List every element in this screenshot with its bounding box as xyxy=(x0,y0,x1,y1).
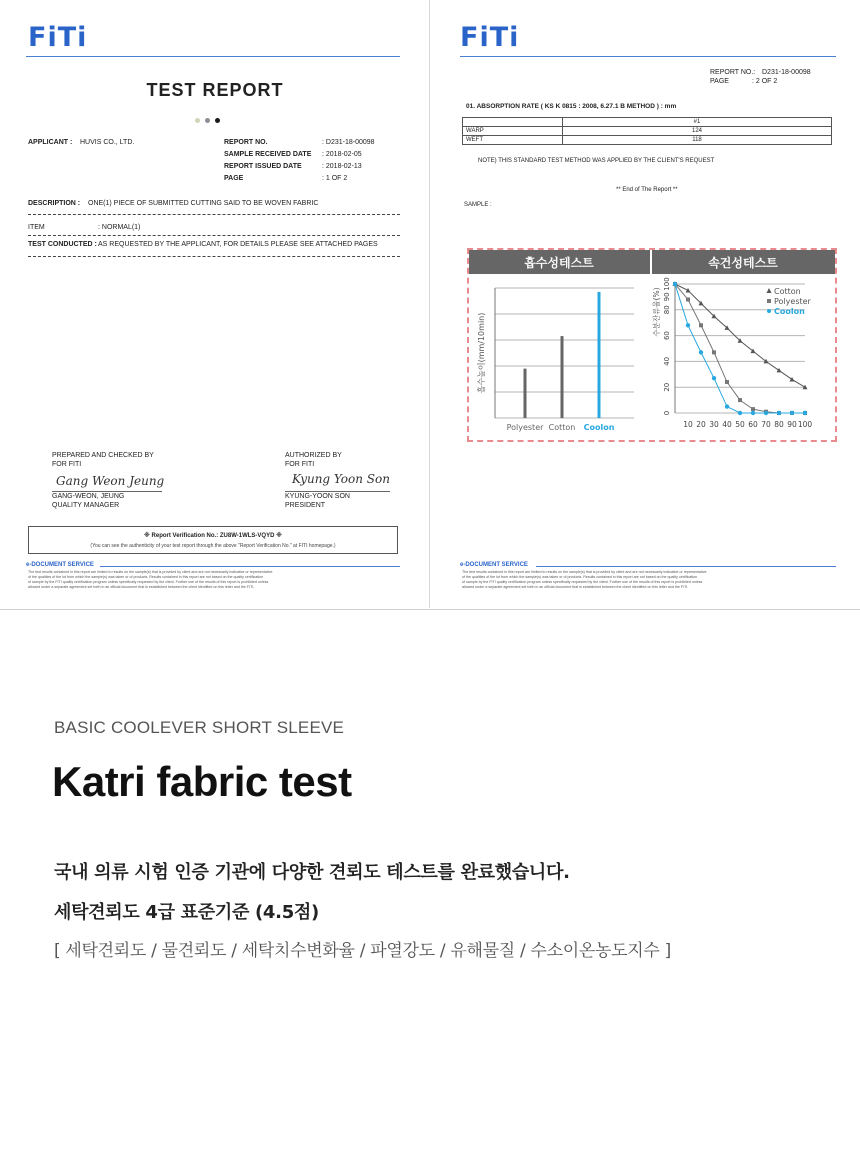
data-point xyxy=(751,411,755,415)
x-tick-label: 80 xyxy=(774,420,784,429)
chart-svg xyxy=(469,250,835,440)
bar-category-label: Cotton xyxy=(548,423,576,432)
e-document-service-label: e-DOCUMENT SERVICE xyxy=(460,562,528,568)
data-point xyxy=(725,380,729,384)
authorized-org: FOR FITI xyxy=(285,461,315,468)
test-conducted-value: AS REQUESTED BY THE APPLICANT, FOR DETAILS PLEASE SEE ATTACHED PAGES xyxy=(98,241,378,248)
page-label: PAGE xyxy=(224,175,244,182)
divider xyxy=(28,214,400,215)
data-point xyxy=(738,398,742,402)
fine-print-line: allowed under a separate agreement set forth in an official document that is established between the client identified on this letter and the FITI. xyxy=(462,585,689,589)
table-row xyxy=(463,118,832,127)
report-page-1 xyxy=(0,0,430,608)
legend-marker xyxy=(767,299,771,303)
x-tick-label: 40 xyxy=(722,420,732,429)
data-point xyxy=(712,350,716,354)
x-tick-label: 50 xyxy=(735,420,745,429)
y-axis-label: 흡수높이(mm/10min) xyxy=(477,312,486,394)
issued-date-label: REPORT ISSUED DATE xyxy=(224,163,302,170)
y-tick-label: 80 xyxy=(663,305,671,315)
fiti-logo: FiTi xyxy=(460,22,520,53)
prepared-title: QUALITY MANAGER xyxy=(52,502,120,509)
x-tick-label: 70 xyxy=(761,420,771,429)
header-rule xyxy=(460,56,836,57)
report-page-2 xyxy=(430,0,860,608)
description-label: DESCRIPTION : xyxy=(28,200,81,207)
prepared-org: FOR FITI xyxy=(52,461,82,468)
bar-polyester xyxy=(524,369,527,418)
item-value: : NORMAL(1) xyxy=(98,224,141,231)
authorized-title: PRESIDENT xyxy=(285,502,326,509)
y-axis-label: 수분잔류율(%) xyxy=(652,287,661,337)
section-title: 01. ABSORPTION RATE ( KS K 0815 : 2008, 6.27.1 B METHOD ) : mm xyxy=(466,103,677,110)
data-point xyxy=(686,297,690,301)
issued-date-value: : 2018-02-13 xyxy=(322,163,362,170)
test-list: [ 세탁견뢰도 / 물견뢰도 / 세탁치수변화율 / 파열강도 / 유해물질 / 수소이온농도지수 ] xyxy=(54,941,671,961)
dot-1 xyxy=(195,118,200,123)
data-point xyxy=(686,323,690,327)
authorized-name: KYUNG-YOON SON xyxy=(285,493,350,500)
description-line-2: 세탁견뢰도 4급 표준기준 (4.5점) xyxy=(54,902,319,923)
divider xyxy=(28,256,400,257)
fine-print-line: of the qualities of the lot from which the sample(s) was taken or of products. Results contained in this report are not based on the quality certification xyxy=(28,575,264,579)
page-value: : 1 OF 2 xyxy=(322,175,348,182)
bar-cotton xyxy=(561,336,564,418)
data-point xyxy=(803,411,807,415)
data-point xyxy=(751,407,755,411)
applicant-value: HUVIS CO., LTD. xyxy=(80,139,135,146)
table-cell: 118 xyxy=(563,136,832,145)
x-tick-label: 90 xyxy=(787,420,797,429)
bar-category-label: Coolon xyxy=(583,423,615,432)
absorption-chart-title: 흡수성테스트 xyxy=(524,256,594,270)
table-cell xyxy=(463,118,563,127)
sample-label: SAMPLE : xyxy=(464,202,492,208)
y-tick-label: 100 xyxy=(663,277,671,291)
e-document-service-label: e-DOCUMENT SERVICE xyxy=(26,562,94,568)
fine-print-line: The test results contained in this report are limited to results on the sample(s) that is provided by client and are not necessarily indicative or representative xyxy=(28,570,273,574)
table-cell: WEFT xyxy=(463,136,563,145)
table-cell: WARP xyxy=(463,127,563,136)
y-tick-label: 60 xyxy=(663,331,671,341)
item-label: ITEM xyxy=(28,224,45,231)
table-header: #1 xyxy=(563,118,832,127)
header-rule xyxy=(26,56,400,57)
data-point xyxy=(764,411,768,415)
absorption-table xyxy=(462,117,832,145)
test-conducted-label: TEST CONDUCTED : xyxy=(28,241,97,248)
data-point xyxy=(725,404,729,408)
report-no-value: D231-18-00098 xyxy=(762,69,811,76)
section-headline: Katri fabric test xyxy=(52,758,352,805)
data-point xyxy=(790,411,794,415)
y-tick-label: 90 xyxy=(663,292,671,302)
y-tick-label: 20 xyxy=(663,382,671,392)
eds-rule xyxy=(100,566,400,567)
legend-label: Coolon xyxy=(774,307,805,316)
y-tick-label: 40 xyxy=(663,356,671,366)
data-point xyxy=(699,350,703,354)
quickdry-chart-title: 속건성테스트 xyxy=(708,256,778,270)
authorized-signature: Kyung Yoon Son xyxy=(292,472,390,486)
y-tick-label: 0 xyxy=(663,410,671,416)
bar-coolon xyxy=(598,292,601,418)
fine-print-line: allowed under a separate agreement set forth in an official document that is established between the client identified on this letter and the FITI. xyxy=(28,585,255,589)
data-point xyxy=(738,411,742,415)
divider xyxy=(28,235,400,236)
dot-2 xyxy=(205,118,210,123)
data-point xyxy=(699,323,703,327)
legend-label: Polyester xyxy=(774,297,811,306)
prepared-signature: Gang Weon Jeung xyxy=(56,474,165,488)
prepared-name: GANG-WEON, JEUNG xyxy=(52,493,125,500)
applicant-label: APPLICANT : xyxy=(28,139,73,146)
legend-marker xyxy=(767,309,771,313)
x-tick-label: 30 xyxy=(709,420,719,429)
description-value: ONE(1) PIECE OF SUBMITTED CUTTING SAID TO BE WOVEN FABRIC xyxy=(88,200,319,207)
legend-label: Cotton xyxy=(774,287,801,296)
fine-print-line: of sample by the FITI quality certification program unless specifically requested by the client. Further use of the results of this report is prohibited unless xyxy=(462,580,703,584)
fine-print-line: of the qualities of the lot from which the sample(s) was taken or of products. Results contained in this report are not based on the quality certification xyxy=(462,575,698,579)
end-of-report: ** End of The Report ** xyxy=(616,187,678,193)
data-point xyxy=(777,411,781,415)
received-date-label: SAMPLE RECEIVED DATE xyxy=(224,151,312,158)
x-tick-label: 60 xyxy=(748,420,758,429)
x-tick-label: 100 xyxy=(797,420,813,429)
x-tick-label: 20 xyxy=(696,420,706,429)
received-date-value: : 2018-02-05 xyxy=(322,151,362,158)
fiti-logo: FiTi xyxy=(28,22,88,53)
x-tick-label: 10 xyxy=(683,420,693,429)
report-no-label: REPORT NO.: xyxy=(710,69,756,76)
verification-box xyxy=(28,526,398,554)
product-info-section xyxy=(0,610,860,1162)
method-note: NOTE) THIS STANDARD TEST METHOD WAS APPLIED BY THE CLIENT'S REQUEST xyxy=(478,158,715,164)
verification-number: ※ Report Verification No.: ZU8W-1WLS-VQYD ※ xyxy=(144,533,282,539)
bar-category-label: Polyester xyxy=(506,423,544,432)
eds-rule xyxy=(536,566,836,567)
table-row xyxy=(463,127,832,136)
report-title: TEST REPORT xyxy=(146,80,284,100)
table-row xyxy=(463,136,832,145)
fine-print-line: of sample by the FITI quality certification program unless specifically requested by the client. Further use of the results of this report is prohibited unless xyxy=(28,580,269,584)
fine-print-line: The test results contained in this report are limited to results on the sample(s) that is provided by client and are not necessarily indicative or representative xyxy=(462,570,707,574)
dot-3 xyxy=(215,118,220,123)
verification-note: (You can see the authenticity of your test report through the above "Report Verification No." at FITI homepage.) xyxy=(90,543,336,549)
data-point xyxy=(712,376,716,380)
page-value: : 2 OF 2 xyxy=(752,78,778,85)
report-no-label: REPORT NO. xyxy=(224,139,268,146)
test-chart-panel xyxy=(467,248,837,442)
data-point xyxy=(673,282,677,286)
table-cell: 124 xyxy=(563,127,832,136)
description-line-1: 국내 의류 시험 인증 기관에 다양한 견뢰도 테스트를 완료했습니다. xyxy=(54,862,570,883)
title-dots xyxy=(195,110,225,128)
product-subtitle: BASIC COOLEVER SHORT SLEEVE xyxy=(54,718,345,737)
authorized-heading: AUTHORIZED BY xyxy=(285,452,342,459)
prepared-heading: PREPARED AND CHECKED BY xyxy=(52,452,154,459)
page-label: PAGE xyxy=(710,78,729,85)
report-no-value: : D231-18-00098 xyxy=(322,139,375,146)
